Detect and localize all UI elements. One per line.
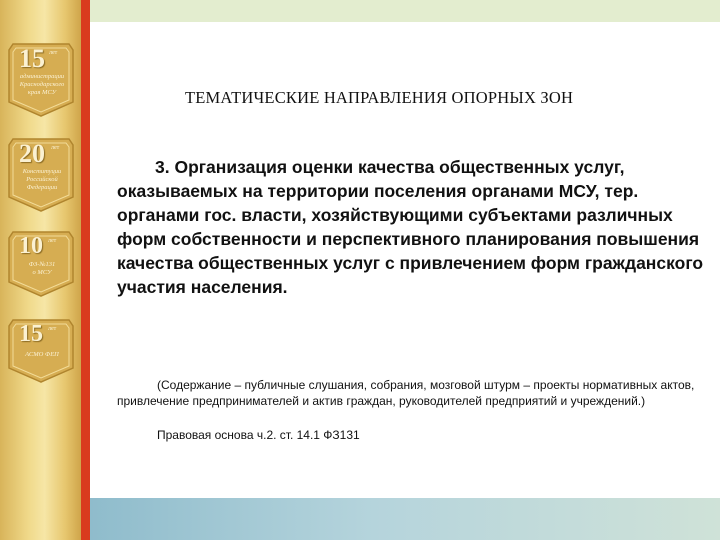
badge-number: 15 (19, 321, 43, 347)
main-text: 3. Организация оценки качества общественных услуг, оказываемых на территории поселения органами МСУ, тер. органами гос. власти, хозяйствующими субъектами различных форм собственности и перспективного планирования повышения качества общественных услуг с привлечением форм гражданского участия населения. (117, 157, 704, 297)
slide-title: ТЕМАТИЧЕСКИЕ НАПРАВЛЕНИЯ ОПОРНЫХ ЗОН (185, 88, 574, 107)
badge-line: Краснодарского (19, 81, 65, 88)
badge-line: Конституции (22, 168, 62, 175)
badge-number: 10 (19, 233, 43, 259)
badge-line: края МСУ (27, 89, 57, 96)
bottom-band (90, 498, 720, 540)
badge-line: Российской (26, 176, 58, 183)
note-text: (Содержание – публичные слушания, собрания, мозговой штурм – проекты нормативных актов, привлечение предпринимателей и актив граждан, руководителей предприятий и учреждений.) (117, 378, 695, 408)
anniversary-badge-3 (5, 228, 77, 298)
badge-line: ФЗ-№131 (28, 261, 56, 268)
badge-line: АСМО ФЕП (25, 351, 59, 358)
badge-suffix: лет (48, 326, 57, 332)
anniversary-badge-4 (5, 316, 77, 384)
badge-suffix: лет (51, 145, 60, 151)
badge-number: 15 (19, 44, 45, 73)
top-band (90, 0, 720, 22)
badge-number: 20 (19, 139, 45, 168)
badge-line: администрации (19, 73, 65, 80)
badge-suffix: лет (49, 50, 58, 56)
badge-line: Федерации (26, 184, 58, 191)
badge-line: о МСУ (32, 269, 52, 276)
red-stripe (81, 0, 90, 540)
anniversary-badge-2 (5, 135, 77, 213)
badge-suffix: лет (48, 238, 57, 244)
legal-basis: Правовая основа ч.2. ст. 14.1 ФЗ131 (157, 428, 360, 442)
anniversary-badge-1 (5, 40, 77, 118)
